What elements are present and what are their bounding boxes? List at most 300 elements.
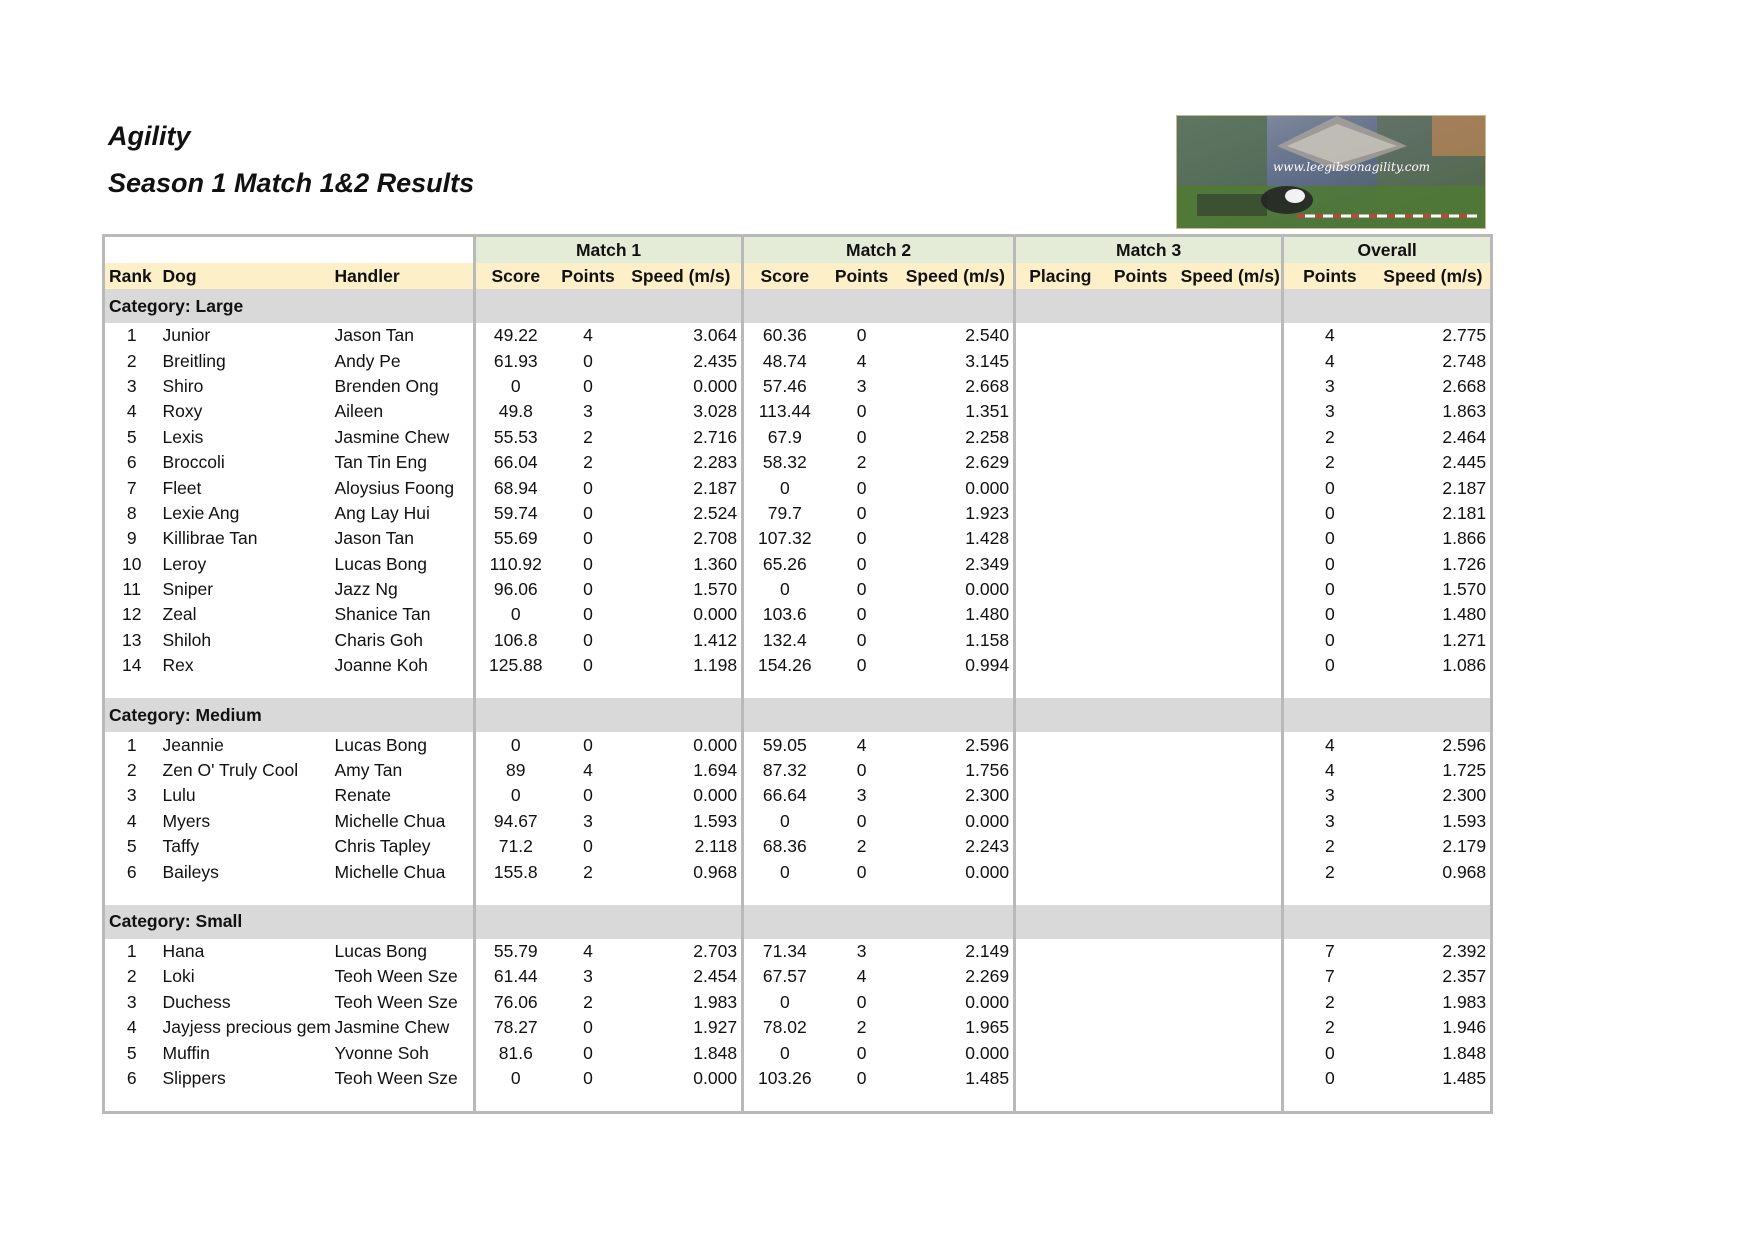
m2-speed-cell: 0.000	[965, 1042, 1010, 1063]
rank-cell: 1	[126, 941, 137, 961]
m3-placing-cell	[1015, 834, 1105, 859]
overall-speed-cell: 1.866	[1442, 528, 1487, 549]
table-row	[104, 374, 1492, 399]
m3-speed-cell	[1177, 732, 1283, 757]
rank-cell: 14	[122, 655, 142, 676]
handler-cell: Andy Pe	[334, 350, 401, 371]
m3-speed-cell	[1177, 374, 1283, 399]
m3-speed-cell	[1177, 990, 1283, 1015]
m1-score-cell: 0	[475, 732, 556, 757]
overall-speed-cell: 1.848	[1442, 1042, 1487, 1063]
overall-speed-cell: 1.725	[1442, 760, 1487, 781]
m1-speed-cell: 3.028	[693, 401, 738, 422]
rank-cell: 10	[122, 553, 142, 574]
m1-score-cell: 0	[475, 602, 556, 627]
m2-score-cell: 58.32	[743, 450, 826, 475]
m3-points-cell	[1105, 552, 1177, 577]
dog-cell: Sniper	[162, 579, 214, 600]
dog-cell: Jayjess precious gem	[162, 1017, 331, 1038]
m2-speed-cell: 2.300	[965, 785, 1010, 806]
overall-speed-cell: 2.392	[1442, 941, 1487, 961]
m2-score-cell: 0	[743, 1040, 826, 1065]
col-m1-points: Points	[556, 263, 621, 289]
m1-speed-cell: 0.000	[693, 734, 738, 755]
col-overall-points: Points	[1283, 263, 1376, 289]
spacer-cell	[475, 885, 743, 905]
table-row	[104, 758, 1492, 783]
overall-points-cell: 0	[1283, 475, 1376, 500]
handler-cell: Jasmine Chew	[334, 1017, 450, 1038]
m3-placing-cell	[1015, 526, 1105, 551]
m3-points-cell	[1105, 1040, 1177, 1065]
m2-score-cell: 65.26	[743, 552, 826, 577]
m1-speed-cell: 3.064	[693, 325, 738, 346]
overall-points-cell: 4	[1283, 732, 1376, 757]
overall-speed-cell: 1.983	[1442, 991, 1487, 1012]
dog-cell: Lexie Ang	[162, 502, 240, 523]
m2-speed-cell: 1.351	[965, 401, 1010, 422]
dog-cell: Baileys	[162, 861, 219, 882]
m3-placing-cell	[1015, 939, 1105, 964]
m2-points-cell: 4	[856, 966, 867, 987]
dog-cell: Broccoli	[162, 452, 225, 473]
m3-points-cell	[1105, 732, 1177, 757]
handler-cell: Michelle Chua	[334, 810, 446, 831]
m3-points-cell	[1105, 475, 1177, 500]
table-row	[104, 939, 1492, 964]
category-row	[104, 698, 1492, 732]
dog-cell: Jeannie	[162, 734, 224, 755]
m3-points-cell	[1105, 425, 1177, 450]
rank-cell: 4	[126, 1017, 137, 1038]
handler-cell: Joanne Koh	[334, 655, 428, 676]
m3-points-cell	[1105, 783, 1177, 808]
m2-points-cell: 0	[856, 991, 867, 1012]
m3-placing-cell	[1015, 783, 1105, 808]
m2-score-cell: 154.26	[743, 653, 826, 678]
m1-points-cell: 0	[583, 1042, 593, 1063]
m3-speed-cell	[1177, 602, 1283, 627]
overall-speed-cell: 1.271	[1442, 629, 1487, 650]
rank-cell: 3	[126, 991, 137, 1012]
spacer-row	[104, 1091, 1492, 1113]
m1-points-cell: 0	[583, 1017, 593, 1038]
table-row	[104, 348, 1492, 373]
logo-text: www.leegibsonagility.com	[1273, 160, 1431, 174]
m1-score-cell: 76.06	[475, 990, 556, 1015]
spacer-cell	[104, 678, 475, 698]
table-row	[104, 602, 1492, 627]
m2-points-cell: 3	[856, 941, 867, 961]
m3-speed-cell	[1177, 450, 1283, 475]
rank-cell: 5	[126, 836, 137, 857]
m3-speed-cell	[1177, 577, 1283, 602]
m1-score-cell: 61.44	[475, 964, 556, 989]
m1-points-cell: 0	[583, 477, 593, 498]
m3-points-cell	[1105, 602, 1177, 627]
handler-cell: Shanice Tan	[334, 604, 431, 625]
dog-cell: Roxy	[162, 401, 203, 422]
overall-points-cell: 0	[1283, 577, 1376, 602]
m3-points-cell	[1105, 526, 1177, 551]
m3-speed-cell	[1177, 834, 1283, 859]
m3-speed-cell	[1177, 939, 1283, 964]
overall-points-cell: 3	[1283, 809, 1376, 834]
m1-score-cell: 71.2	[475, 834, 556, 859]
table-row	[104, 653, 1492, 678]
m2-speed-cell: 3.145	[965, 350, 1010, 371]
m3-points-cell	[1105, 348, 1177, 373]
m1-score-cell: 78.27	[475, 1015, 556, 1040]
m2-points-cell: 0	[856, 861, 867, 882]
m1-speed-cell: 0.000	[693, 785, 738, 806]
m2-score-cell: 48.74	[743, 348, 826, 373]
m2-points-cell: 0	[856, 1067, 867, 1088]
m1-score-cell: 68.94	[475, 475, 556, 500]
m1-speed-cell: 1.593	[693, 810, 738, 831]
m3-placing-cell	[1015, 552, 1105, 577]
m2-score-cell: 71.34	[743, 939, 826, 964]
m2-speed-cell: 0.000	[965, 579, 1010, 600]
m1-speed-cell: 1.570	[693, 579, 738, 600]
m1-speed-cell: 1.848	[693, 1042, 738, 1063]
m2-points-cell: 4	[856, 350, 867, 371]
m2-points-cell: 0	[856, 426, 867, 447]
col-m1-score: Score	[475, 263, 556, 289]
m1-points-cell: 0	[583, 785, 593, 806]
m2-speed-cell: 2.349	[965, 553, 1010, 574]
m2-speed-cell: 1.923	[965, 502, 1010, 523]
m2-score-cell: 103.26	[743, 1066, 826, 1091]
m2-points-cell: 0	[856, 325, 867, 346]
m2-score-cell: 67.9	[743, 425, 826, 450]
m2-speed-cell: 2.269	[965, 966, 1010, 987]
handler-cell: Lucas Bong	[334, 553, 427, 574]
overall-header: Overall	[1283, 236, 1492, 264]
dog-cell: Lulu	[162, 785, 196, 806]
m2-speed-cell: 0.000	[965, 810, 1010, 831]
overall-points-cell: 4	[1283, 348, 1376, 373]
m3-placing-cell	[1015, 653, 1105, 678]
m3-speed-cell	[1177, 783, 1283, 808]
m1-speed-cell: 2.703	[693, 941, 738, 961]
m2-points-cell: 0	[856, 401, 867, 422]
m2-points-cell: 0	[856, 1042, 867, 1063]
col-m3-speed: Speed (m/s)	[1177, 263, 1283, 289]
m1-score-cell: 110.92	[475, 552, 556, 577]
m1-points-cell: 3	[583, 401, 593, 422]
dog-cell: Zeal	[162, 604, 197, 625]
m3-speed-cell	[1177, 399, 1283, 424]
category-fill	[743, 698, 1015, 732]
handler-cell: Lucas Bong	[334, 941, 427, 961]
m2-speed-cell: 0.000	[965, 477, 1010, 498]
overall-speed-cell: 0.968	[1442, 861, 1487, 882]
table-row	[104, 475, 1492, 500]
overall-points-cell: 0	[1283, 1040, 1376, 1065]
spacer-row	[104, 678, 1492, 698]
m1-points-cell: 4	[583, 325, 593, 346]
m1-score-cell: 125.88	[475, 653, 556, 678]
overall-points-cell: 2	[1283, 450, 1376, 475]
rank-cell: 5	[126, 1042, 137, 1063]
m1-speed-cell: 1.694	[693, 760, 738, 781]
match-header-row	[104, 236, 1492, 264]
table-row	[104, 732, 1492, 757]
m1-speed-cell: 1.927	[693, 1017, 738, 1038]
m2-speed-cell: 2.149	[965, 941, 1010, 961]
m3-speed-cell	[1177, 425, 1283, 450]
category-row	[104, 289, 1492, 323]
m1-score-cell: 0	[475, 783, 556, 808]
col-m1-speed: Speed (m/s)	[621, 263, 743, 289]
m2-points-cell: 2	[856, 452, 867, 473]
handler-cell: Teoh Ween Sze	[334, 991, 458, 1012]
overall-points-cell: 0	[1283, 552, 1376, 577]
col-m3-placing: Placing	[1015, 263, 1105, 289]
category-label: Category: Medium	[104, 698, 475, 732]
overall-points-cell: 4	[1283, 323, 1376, 348]
m2-score-cell: 57.46	[743, 374, 826, 399]
col-m2-points: Points	[826, 263, 898, 289]
category-label: Category: Small	[104, 905, 475, 939]
handler-cell: Teoh Ween Sze	[334, 966, 458, 987]
handler-cell: Ang Lay Hui	[334, 502, 430, 523]
m3-points-cell	[1105, 450, 1177, 475]
m2-points-cell: 0	[856, 477, 867, 498]
handler-cell: Jason Tan	[334, 325, 414, 346]
m1-score-cell: 155.8	[475, 859, 556, 884]
m3-speed-cell	[1177, 964, 1283, 989]
m3-points-cell	[1105, 577, 1177, 602]
category-fill	[1283, 698, 1492, 732]
page-title: Agility	[108, 121, 191, 151]
handler-cell: Amy Tan	[334, 760, 403, 781]
dog-cell: Zen O' Truly Cool	[162, 760, 299, 781]
table-row	[104, 323, 1492, 348]
m1-score-cell: 0	[475, 1066, 556, 1091]
m1-score-cell: 81.6	[475, 1040, 556, 1065]
table-row	[104, 990, 1492, 1015]
m2-speed-cell: 2.243	[965, 836, 1010, 857]
overall-points-cell: 3	[1283, 399, 1376, 424]
m1-points-cell: 0	[583, 579, 593, 600]
overall-speed-cell: 1.086	[1442, 655, 1487, 676]
category-fill	[475, 905, 743, 939]
dog-cell: Killibrae Tan	[162, 528, 258, 549]
m2-score-cell: 59.05	[743, 732, 826, 757]
m2-speed-cell: 0.000	[965, 991, 1010, 1012]
m3-speed-cell	[1177, 653, 1283, 678]
m2-score-cell: 66.64	[743, 783, 826, 808]
handler-cell: Michelle Chua	[334, 861, 446, 882]
m1-points-cell: 2	[583, 991, 593, 1012]
m2-speed-cell: 0.994	[965, 655, 1010, 676]
spacer-cell	[743, 885, 1015, 905]
table-row	[104, 809, 1492, 834]
handler-cell: Yvonne Soh	[334, 1042, 429, 1063]
m1-score-cell: 55.69	[475, 526, 556, 551]
rank-cell: 6	[126, 452, 137, 473]
m2-points-cell: 3	[856, 785, 867, 806]
m3-placing-cell	[1015, 399, 1105, 424]
handler-cell: Chris Tapley	[334, 836, 431, 857]
col-overall-speed: Speed (m/s)	[1376, 263, 1492, 289]
col-handler: Handler	[331, 263, 475, 289]
m1-speed-cell: 1.360	[693, 553, 738, 574]
m3-points-cell	[1105, 653, 1177, 678]
dog-cell: Breitling	[162, 350, 226, 371]
m3-speed-cell	[1177, 526, 1283, 551]
m1-score-cell: 94.67	[475, 809, 556, 834]
m1-points-cell: 0	[583, 375, 593, 396]
m1-score-cell: 61.93	[475, 348, 556, 373]
m1-speed-cell: 2.118	[694, 836, 738, 857]
dog-cell: Hana	[162, 941, 205, 961]
m1-score-cell: 0	[475, 374, 556, 399]
m1-score-cell: 49.8	[475, 399, 556, 424]
overall-points-cell: 2	[1283, 859, 1376, 884]
m3-speed-cell	[1177, 628, 1283, 653]
category-fill	[1283, 289, 1492, 323]
m2-points-cell: 3	[856, 375, 867, 396]
m1-speed-cell: 1.412	[693, 629, 738, 650]
table-row	[104, 859, 1492, 884]
m2-points-cell: 4	[856, 734, 867, 755]
overall-points-cell: 3	[1283, 783, 1376, 808]
m3-speed-cell	[1177, 552, 1283, 577]
overall-speed-cell: 2.445	[1442, 452, 1487, 473]
table-row	[104, 628, 1492, 653]
table-row	[104, 450, 1492, 475]
overall-speed-cell: 2.357	[1442, 966, 1487, 987]
dog-cell: Myers	[162, 810, 211, 831]
dog-cell: Slippers	[162, 1067, 226, 1088]
match-3-header: Match 3	[1015, 236, 1283, 264]
m3-placing-cell	[1015, 323, 1105, 348]
m3-placing-cell	[1015, 1040, 1105, 1065]
overall-speed-cell: 1.863	[1442, 401, 1487, 422]
m2-points-cell: 2	[856, 836, 867, 857]
table-row	[104, 1066, 1492, 1091]
spacer-cell	[1015, 1091, 1283, 1113]
overall-speed-cell: 1.726	[1442, 553, 1487, 574]
m3-points-cell	[1105, 501, 1177, 526]
table-row	[104, 964, 1492, 989]
overall-points-cell: 7	[1283, 939, 1376, 964]
spacer-cell	[475, 678, 743, 698]
m1-speed-cell: 1.198	[693, 655, 738, 676]
m3-speed-cell	[1177, 1040, 1283, 1065]
dog-cell: Duchess	[162, 991, 231, 1012]
m2-score-cell: 0	[743, 859, 826, 884]
spacer-cell	[1283, 885, 1492, 905]
m2-points-cell: 0	[856, 760, 867, 781]
rank-cell: 6	[126, 1067, 137, 1088]
overall-speed-cell: 1.946	[1442, 1017, 1487, 1038]
m3-points-cell	[1105, 964, 1177, 989]
spacer-cell	[743, 1091, 1015, 1113]
m3-placing-cell	[1015, 964, 1105, 989]
overall-speed-cell: 1.485	[1442, 1067, 1487, 1088]
m1-points-cell: 0	[583, 350, 593, 371]
col-dog: Dog	[159, 263, 331, 289]
m2-points-cell: 0	[856, 502, 867, 523]
m2-score-cell: 79.7	[743, 501, 826, 526]
m3-placing-cell	[1015, 501, 1105, 526]
m2-score-cell: 0	[743, 809, 826, 834]
dog-cell: Taffy	[162, 836, 200, 857]
overall-points-cell: 0	[1283, 628, 1376, 653]
m3-speed-cell	[1177, 809, 1283, 834]
m3-points-cell	[1105, 374, 1177, 399]
dog-cell: Lexis	[162, 426, 204, 447]
rank-cell: 2	[126, 350, 137, 371]
overall-points-cell: 0	[1283, 1066, 1376, 1091]
overall-points-cell: 2	[1283, 425, 1376, 450]
handler-cell: Teoh Ween Sze	[334, 1067, 458, 1088]
category-row	[104, 905, 1492, 939]
m3-placing-cell	[1015, 732, 1105, 757]
rank-cell: 12	[122, 604, 142, 625]
rank-cell: 3	[126, 375, 137, 396]
rank-cell: 1	[126, 325, 137, 346]
m2-score-cell: 103.6	[743, 602, 826, 627]
category-fill	[1015, 698, 1283, 732]
table-row	[104, 552, 1492, 577]
m1-points-cell: 0	[583, 734, 593, 755]
m1-points-cell: 0	[583, 836, 593, 857]
m1-speed-cell: 2.187	[693, 477, 738, 498]
m3-placing-cell	[1015, 374, 1105, 399]
handler-cell: Brenden Ong	[334, 375, 439, 396]
overall-speed-cell: 1.593	[1442, 810, 1487, 831]
category-fill	[743, 289, 1015, 323]
overall-speed-cell: 2.300	[1442, 785, 1487, 806]
m1-score-cell: 106.8	[475, 628, 556, 653]
category-fill	[1015, 289, 1283, 323]
overall-points-cell: 4	[1283, 758, 1376, 783]
m1-score-cell: 59.74	[475, 501, 556, 526]
m2-speed-cell: 2.629	[965, 452, 1010, 473]
category-fill	[1283, 905, 1492, 939]
spacer-cell	[743, 678, 1015, 698]
m2-points-cell: 0	[856, 629, 867, 650]
m1-points-cell: 4	[583, 941, 593, 961]
m2-speed-cell: 1.158	[965, 629, 1010, 650]
spacer-cell	[1283, 678, 1492, 698]
m3-points-cell	[1105, 399, 1177, 424]
m1-points-cell: 2	[583, 426, 593, 447]
m3-placing-cell	[1015, 1015, 1105, 1040]
overall-points-cell: 2	[1283, 1015, 1376, 1040]
handler-cell: Tan Tin Eng	[334, 452, 427, 473]
m2-score-cell: 0	[743, 990, 826, 1015]
m1-speed-cell: 0.000	[693, 375, 738, 396]
m3-points-cell	[1105, 758, 1177, 783]
m2-points-cell: 0	[856, 810, 867, 831]
m3-placing-cell	[1015, 758, 1105, 783]
m2-points-cell: 0	[856, 528, 867, 549]
m1-points-cell: 0	[583, 655, 593, 676]
m1-score-cell: 49.22	[475, 323, 556, 348]
results-table	[102, 234, 1493, 1114]
handler-cell: Jason Tan	[334, 528, 414, 549]
m1-points-cell: 3	[583, 966, 593, 987]
handler-cell: Aileen	[334, 401, 384, 422]
m3-speed-cell	[1177, 501, 1283, 526]
m2-speed-cell: 1.480	[965, 604, 1010, 625]
